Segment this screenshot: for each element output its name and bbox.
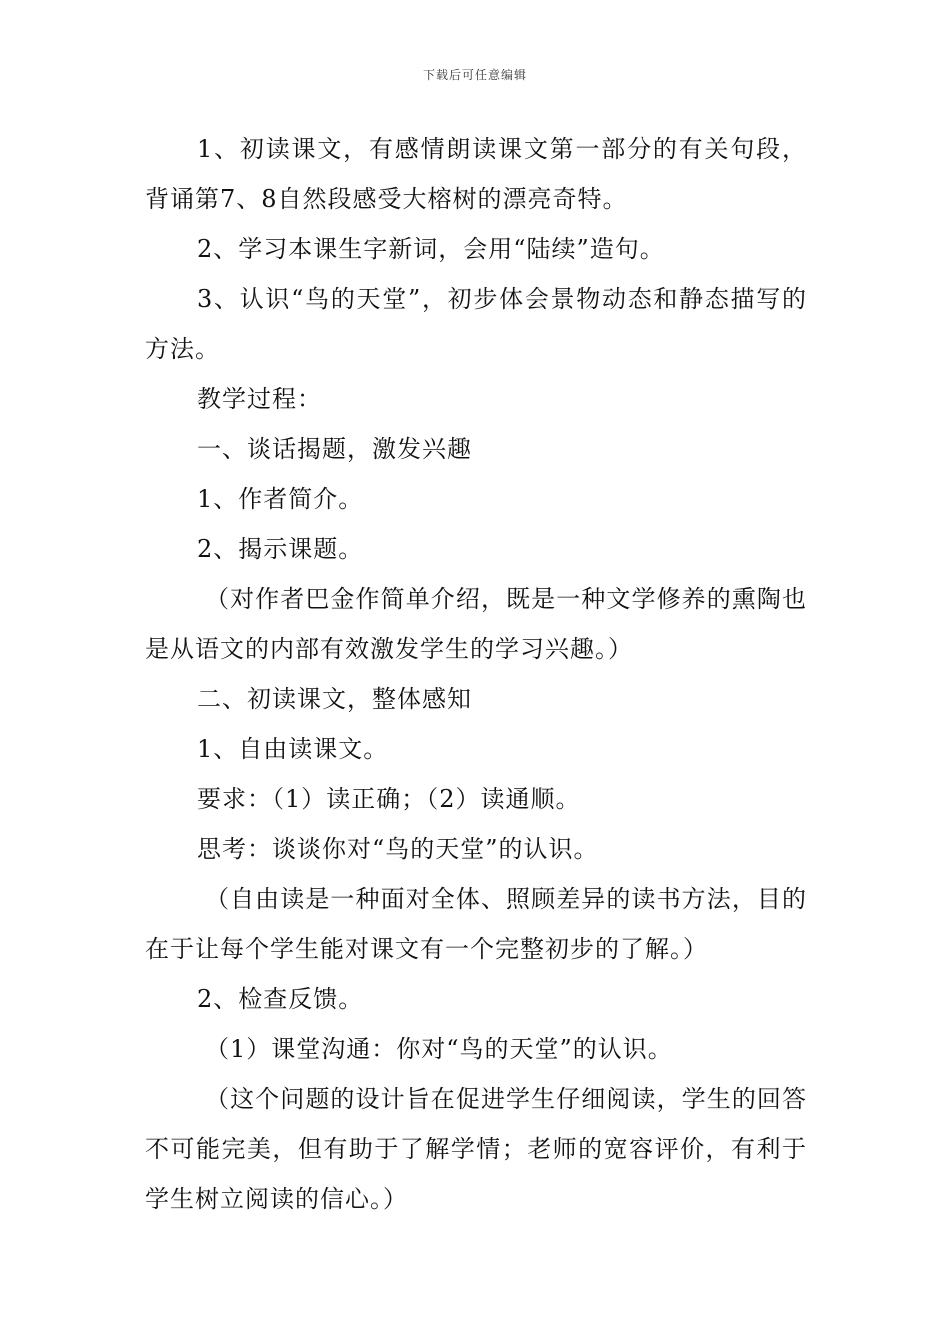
section-heading-part-1: 一、谈话揭题，激发兴趣 — [197, 435, 472, 463]
paragraph-objective-3: 3、认识“鸟的天堂”，初步体会景物动态和静态描写的方法。 — [145, 285, 807, 363]
section-heading-process: 教学过程： — [197, 385, 322, 413]
list-item-reveal-title: 2、揭示课题。 — [197, 535, 364, 563]
list-item-author-intro: 1、作者简介。 — [197, 485, 364, 513]
classroom-communication-item: （1）课堂沟通：你对“鸟的天堂”的认识。 — [205, 1035, 673, 1063]
note-paragraph-free-reading: （自由读是一种面对全体、照顾差异的读书方法，目的在于让每个学生能对课文有一个完整初步的了解。） — [145, 885, 807, 963]
thinking-question: 思考：谈谈你对“鸟的天堂”的认识。 — [197, 835, 599, 863]
paragraph-objective-2: 2、学习本课生字新词，会用“陆续”造句。 — [197, 235, 665, 263]
requirement-line: 要求：（1）读正确；（2）读通顺。 — [197, 785, 581, 813]
note-paragraph-design: （这个问题的设计旨在促进学生仔细阅读，学生的回答不可能完美，但有助于了解学情；老师的宽容评价，有利于学生树立阅读的信心。） — [145, 1085, 807, 1213]
list-item-free-reading: 1、自由读课文。 — [197, 735, 389, 763]
document-body — [145, 124, 807, 1224]
section-heading-part-2: 二、初读课文，整体感知 — [197, 685, 472, 713]
page-header: 下载后可任意编辑 — [422, 68, 527, 82]
paragraph-objective-1: 1、初读课文，有感情朗读课文第一部分的有关句段，背诵第7、8自然段感受大榕树的漂亮奇特。 — [145, 135, 807, 213]
list-item-check-feedback: 2、检查反馈。 — [197, 985, 364, 1013]
note-paragraph-author: （对作者巴金作简单介绍，既是一种文学修养的熏陶也是从语文的内部有效激发学生的学习兴趣。） — [145, 585, 807, 663]
